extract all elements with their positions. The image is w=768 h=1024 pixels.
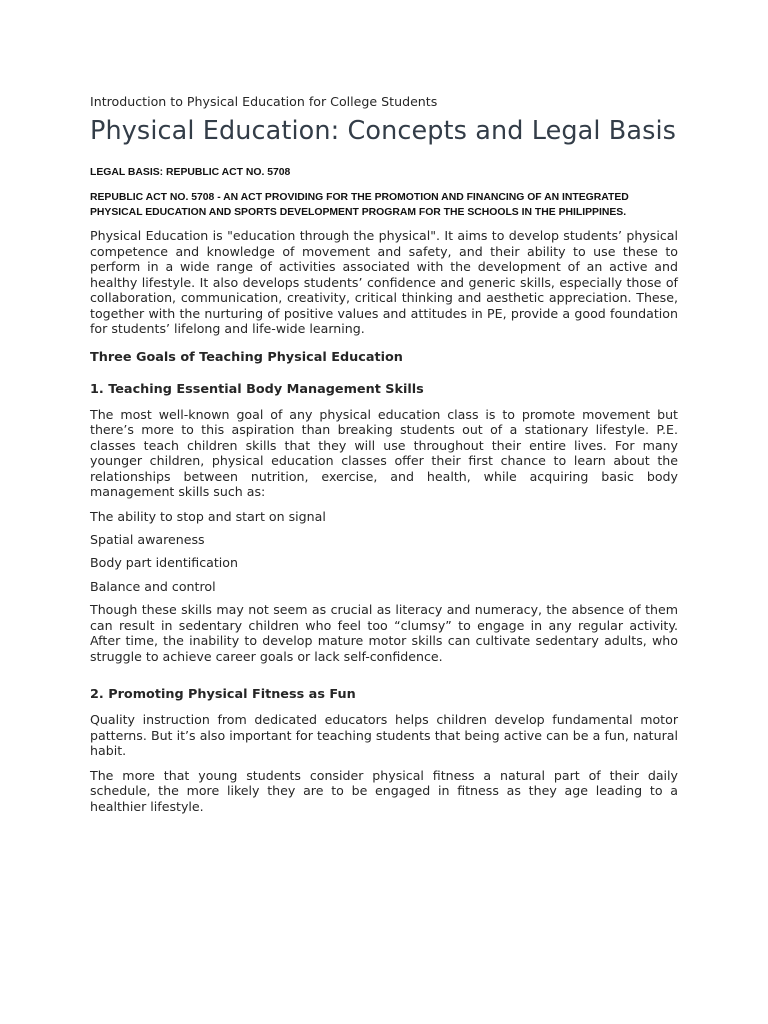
goal-2-paragraph-2: The more that young students consider physical fitness a natural part of their daily schedule, the more likely they are to be engaged in fitness as they age leading to a healthier lifestyle. (90, 767, 678, 814)
goal-2-paragraph-1: Quality instruction from dedicated educators helps children develop fundamental motor patterns. But it’s also important for teaching students that being active can be a fun, natural habit. (90, 712, 678, 759)
skill-item-1: The ability to stop and start on signal (90, 508, 326, 524)
intro-paragraph: Physical Education is "education through the physical". It aims to develop students’ physical competence and knowledge of movement and safety, and their ability to use these to perform in a wide range of activities associated with the development of an active and healthy lifestyle. It also develops students’ confidence and generic skills, especially those of collaboration, communication, creativity, critical thinking and aesthetic appreciation. These, together with the nurturing of positive values and attitudes in PE, provide a good foundation for students’ lifelong and life-wide learning. (90, 228, 678, 336)
goal-1-closing-paragraph: Though these skills may not seem as crucial as literacy and numeracy, the absence of them can result in sedentary children who feel too “clumsy” to engage in any regular activity. After time, the inability to develop mature motor skills can cultivate sedentary adults, who struggle to achieve career goals or lack self-confidence. (90, 602, 678, 664)
skill-item-3: Body part identification (90, 555, 238, 571)
skill-item-2: Spatial awareness (90, 531, 205, 547)
republic-act-statement: REPUBLIC ACT NO. 5708 - AN ACT PROVIDING FOR THE PROMOTION AND FINANCING OF AN INTEGRATED PHYSICAL EDUCATION AND SPORTS DEVELOPMENT PROGRAM FOR THE SCHOOLS IN THE PHILIPPINES. (90, 192, 629, 218)
goals-heading: Three Goals of Teaching Physical Education (90, 349, 403, 365)
goal-1-heading: 1. Teaching Essential Body Management Skills (90, 381, 424, 397)
skill-item-4: Balance and control (90, 578, 216, 594)
page-title: Physical Education: Concepts and Legal Basis (90, 116, 677, 146)
goal-2-heading: 2. Promoting Physical Fitness as Fun (90, 687, 356, 703)
legal-basis-heading: LEGAL BASIS: REPUBLIC ACT NO. 5708 (90, 167, 291, 178)
goal-1-paragraph: The most well-known goal of any physical education class is to promote movement but there’s more to this aspiration than breaking students out of a stationary lifestyle. P.E. classes teach children skills that they will use throughout their entire lives. For many younger children, physical education classes offer their first chance to learn about the relationships between nutrition, exercise, and health, while acquiring basic body management skills such as: (90, 406, 678, 499)
document-subtitle: Introduction to Physical Education for College Students (90, 94, 438, 109)
